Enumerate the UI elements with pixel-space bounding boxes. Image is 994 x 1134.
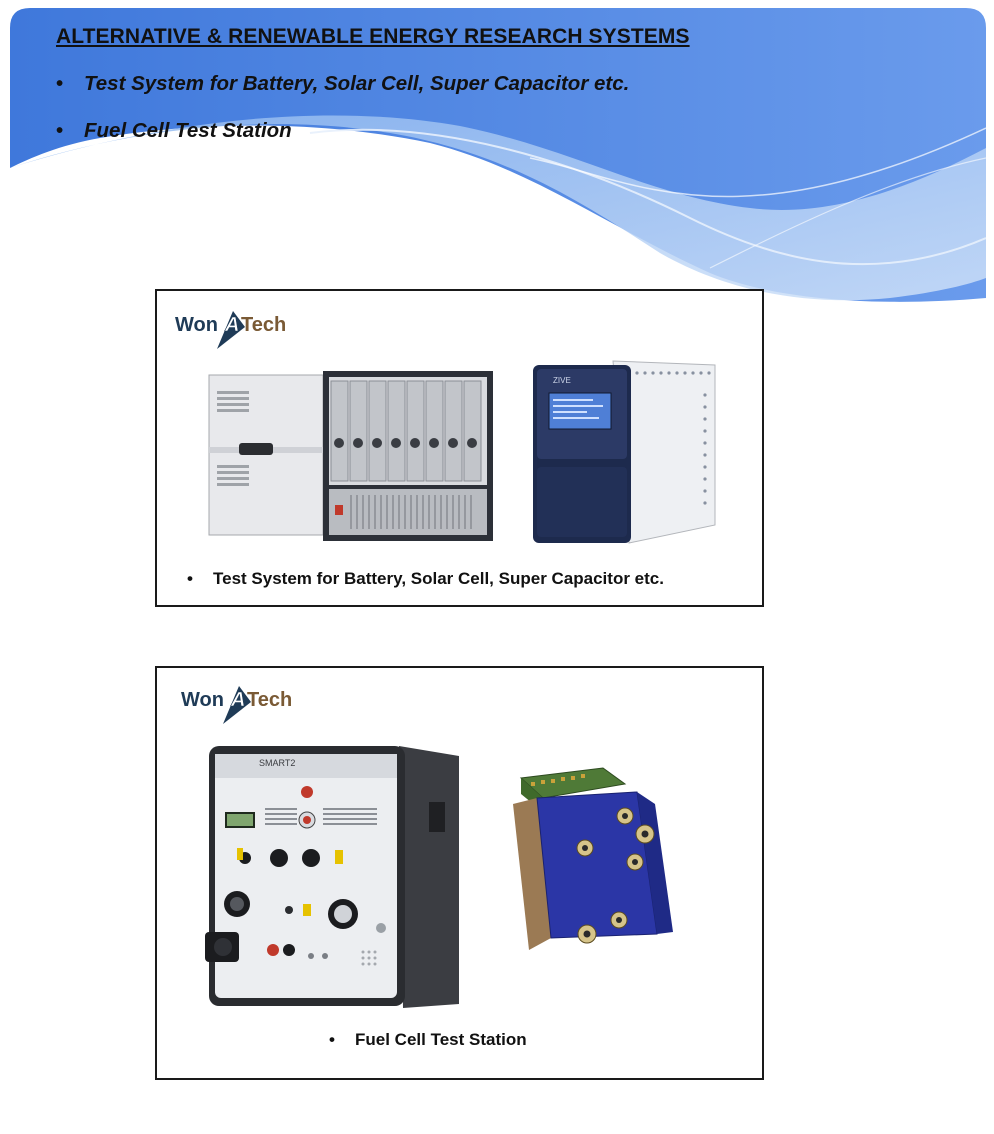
battery-cycler-rack-image [205, 365, 495, 545]
card-caption-text: Test System for Battery, Solar Cell, Super Capacitor etc. [213, 569, 664, 588]
header-bullet-text: Test System for Battery, Solar Cell, Super Capacitor etc. [84, 72, 630, 95]
bullet-dot: • [187, 569, 193, 588]
card-caption-text: Fuel Cell Test Station [355, 1030, 527, 1049]
header-bullet-list [56, 70, 629, 164]
svg-text:Won: Won [181, 689, 224, 711]
svg-text:SMART2: SMART2 [259, 758, 296, 768]
fuel-cell-stack-image [507, 764, 687, 966]
wonatech-logo [175, 303, 295, 351]
header-bullet-text: Fuel Cell Test Station [84, 119, 292, 142]
battery-test-system-card [155, 289, 764, 607]
svg-text:A: A [225, 314, 240, 336]
wonatech-logo [181, 678, 301, 726]
header-bullet-item [56, 70, 629, 117]
svg-text:Won: Won [175, 314, 218, 336]
bullet-dot: • [56, 119, 64, 142]
smart2-fuel-cell-test-station-image [203, 742, 465, 1014]
bullet-dot: • [56, 72, 64, 95]
svg-text:Tech: Tech [241, 314, 287, 336]
svg-text:Tech: Tech [247, 689, 293, 711]
page-title: ALTERNATIVE & RENEWABLE ENERGY RESEARCH SYSTEMS [56, 25, 690, 48]
svg-text:ZIVE: ZIVE [553, 376, 571, 385]
header-bullet-item [56, 117, 629, 164]
zive-potentiostat-image [529, 355, 719, 550]
bullet-dot: • [329, 1030, 335, 1049]
card-caption [187, 569, 664, 589]
fuel-cell-test-station-card [155, 666, 764, 1080]
svg-text:A: A [231, 689, 246, 711]
card-caption [329, 1030, 527, 1050]
